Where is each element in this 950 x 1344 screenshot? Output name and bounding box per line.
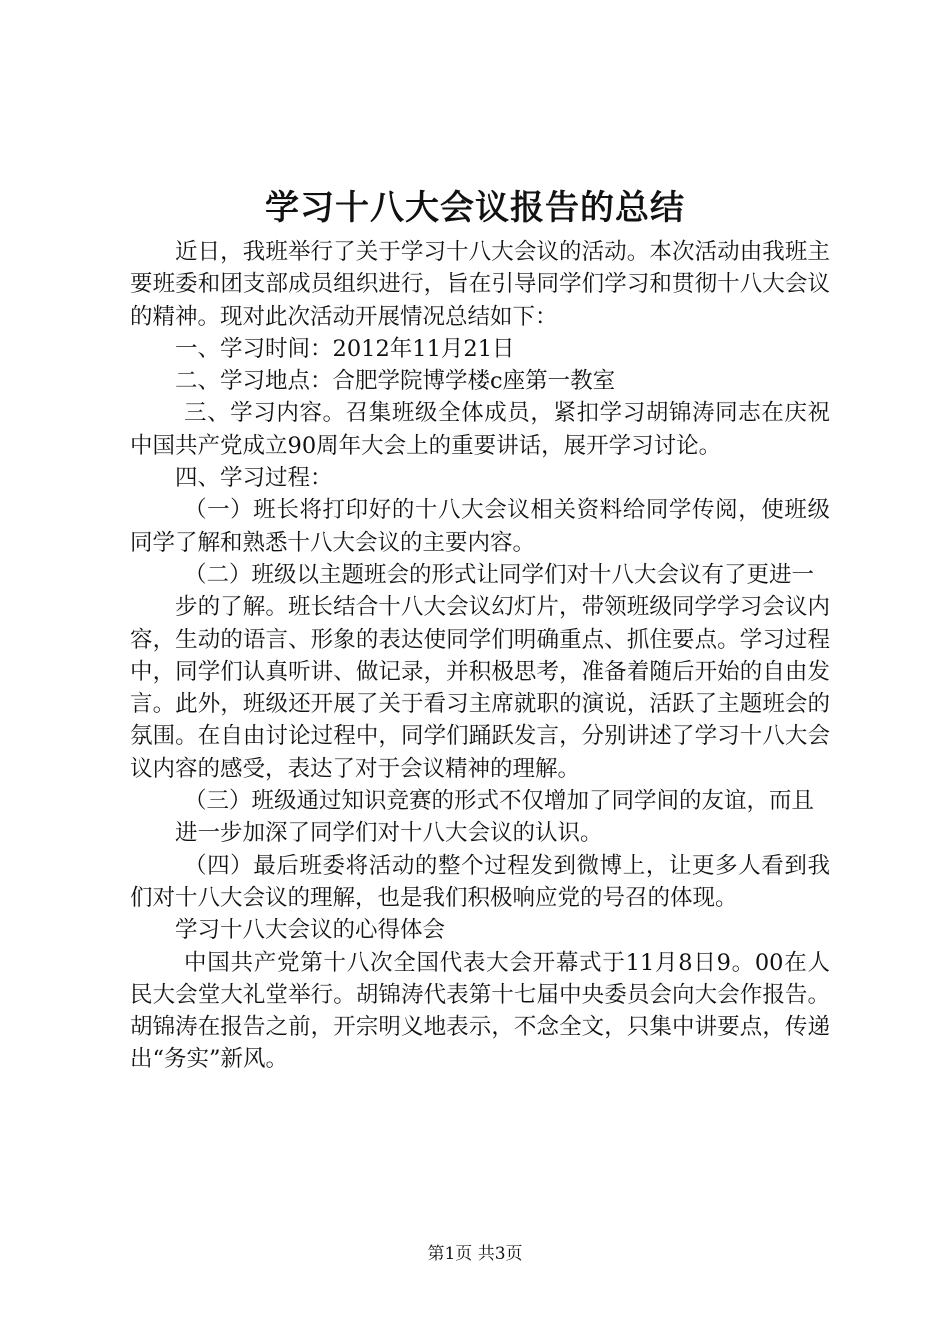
- document-title: 学习十八大会议报告的总结: [265, 188, 685, 228]
- paragraph-study-time: 一、学习时间：2012年11月21日: [175, 335, 515, 362]
- paragraph-study-process: 四、学习过程：: [175, 465, 333, 492]
- paragraph-study-location: 二、学习地点：合肥学院博学楼c座第一教室: [175, 368, 616, 395]
- paragraph-reflection: 中国共产党第十八次全国代表大会开幕式于11月8日9。00在人民大会堂大礼堂举行。胡锦涛代表第十七届中央委员会向大会作报告。胡锦涛在报告之前，开宗明义地表示，不念全文，只集中讲要点，传递出“务实”新风。: [130, 949, 830, 1073]
- paragraph-process-3: （三）班级通过知识竞赛的形式不仅增加了同学间的友谊，而且: [184, 788, 815, 815]
- document-body: [130, 236, 830, 1076]
- paragraph-process-2-cont: 步的了解。班长结合十八大会议幻灯片，带领班级同学学习会议内容，生动的语言、形象的表达使同学们明确重点、抓住要点。学习过程中，同学们认真听讲、做记录，并积极思考，准备着随后开始的自由发言。此外，班级还开展了关于看习主席就职的演说，活跃了主题班会的氛围。在自由讨论过程中，同学们踊跃发言，分别讲述了学习十八大会议内容的感受，表达了对于会议精神的理解。: [130, 594, 830, 782]
- paragraph-study-content: 三、学习内容。召集班级全体成员，紧扣学习胡锦涛同志在庆祝中国共产党成立90周年大会上的重要讲话，展开学习讨论。: [130, 400, 830, 459]
- paragraph-process-1: （一）班长将打印好的十八大会议相关资料给同学传阅，使班级同学了解和熟悉十八大会议的主要内容。: [130, 497, 830, 556]
- paragraph-intro: 近日，我班举行了关于学习十八大会议的活动。本次活动由我班主要班委和团支部成员组织进行，旨在引导同学们学习和贯彻十八大会议的精神。现对此次活动开展情况总结如下：: [130, 239, 830, 330]
- page-footer: 第1页 共3页: [427, 1244, 523, 1264]
- paragraph-process-2: （二）班级以主题班会的形式让同学们对十八大会议有了更进一: [184, 561, 815, 588]
- paragraph-process-4: （四）最后班委将活动的整个过程发到微博上，让更多人看到我们对十八大会议的理解，也是我们积极响应党的号召的体现。: [130, 852, 830, 911]
- paragraph-process-3-cont: 进一步加深了同学们对十八大会议的认识。: [175, 820, 603, 847]
- section-heading-reflection: 学习十八大会议的心得体会: [175, 917, 446, 944]
